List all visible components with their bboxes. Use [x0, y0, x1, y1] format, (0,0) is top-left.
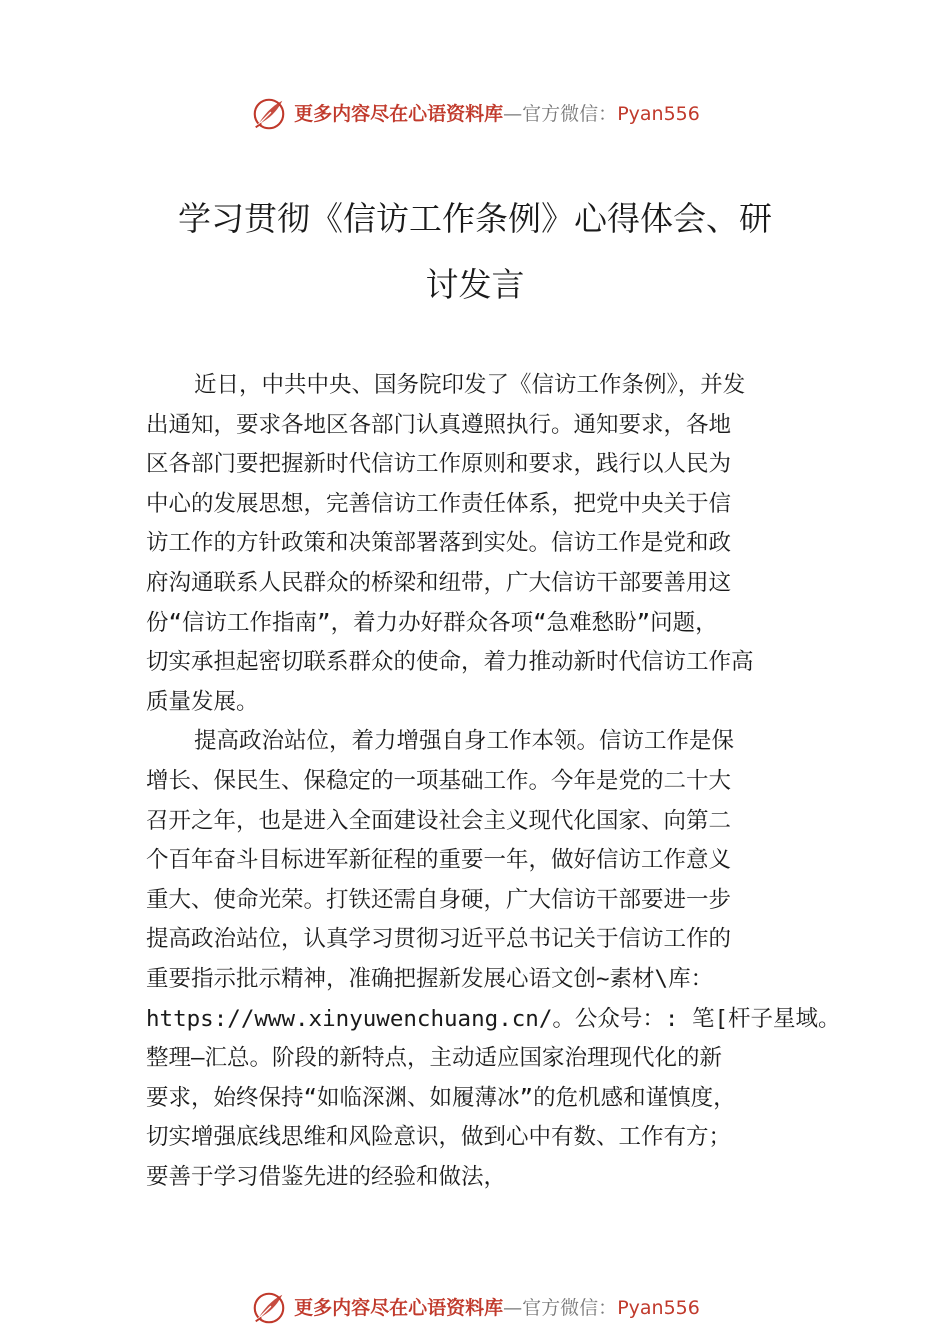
banner-wechat-label: 官方微信： — [522, 102, 618, 125]
body-line: 近日，中共中央、国务院印发了《信访工作条例》，并发 — [194, 372, 746, 398]
body-line: 召开之年，也是进入全面建设社会主义现代化国家、向第二 — [146, 807, 732, 834]
body-line: 增长、保民生、保稳定的一项基础工作。今年是党的二十大 — [146, 767, 732, 794]
banner-wechat-handle: Pyan556 — [617, 1296, 700, 1319]
body-line: 切实承担起密切联系群众的使命，着力推动新时代信访工作高 — [146, 649, 754, 676]
body-line: 提高政治站位，着力增强自身工作本领。信访工作是保 — [194, 728, 735, 755]
body-line: 中心的发展思想，完善信访工作责任体系，把党中央关于信 — [146, 490, 732, 517]
document-title — [130, 186, 820, 318]
body-line: 重大、使命光荣。打铁还需自身硬，广大信访干部要进一步 — [146, 886, 732, 913]
body-line: 份“信访工作指南”，着力办好群众各项“急难愁盼”问题， — [146, 609, 718, 636]
footer-banner — [0, 1286, 950, 1330]
body-line: 提高政治站位，认真学习贯彻习近平总书记关于信访工作的 — [146, 926, 732, 953]
body-line: 要善于学习借鉴先进的经验和做法， — [146, 1163, 507, 1190]
body-line: https://www.xinyuwenchuang.cn/。公众号：: 笔[杆子星域。 — [146, 1005, 841, 1032]
banner-text — [294, 1296, 700, 1319]
banner-text — [294, 102, 700, 125]
body-line: 区各部门要把握新时代信访工作原则和要求，践行以人民为 — [146, 451, 732, 478]
title-line-2: 讨发言 — [425, 265, 525, 304]
banner-wechat-label: 官方微信： — [522, 1296, 618, 1319]
banner-separator: — — [503, 102, 523, 125]
body-line: 质量发展。 — [146, 688, 259, 715]
banner-main-text: 更多内容尽在心语资料库 — [294, 1296, 504, 1319]
header-banner — [0, 92, 950, 136]
body-line: 整理—汇总。阶段的新特点，主动适应国家治理现代化的新 — [146, 1045, 723, 1072]
feather-pen-logo-icon — [250, 1289, 288, 1327]
banner-main-text: 更多内容尽在心语资料库 — [294, 102, 504, 125]
body-line: 个百年奋斗目标进军新征程的重要一年，做好信访工作意义 — [146, 847, 732, 874]
body-line: 切实增强底线思维和风险意识，做到心中有数、工作有方； — [146, 1124, 732, 1151]
banner-wechat-handle: Pyan556 — [617, 102, 700, 125]
feather-pen-logo-icon — [250, 95, 288, 133]
document-body — [146, 366, 866, 1197]
body-line: 要求，始终保持“如临深渊、如履薄冰”的危机感和谨慎度， — [146, 1084, 736, 1111]
body-line: 府沟通联系人民群众的桥梁和纽带，广大信访干部要善用这 — [146, 569, 732, 596]
body-line: 访工作的方针政策和决策部署落到实处。信访工作是党和政 — [146, 530, 732, 557]
body-line: 出通知，要求各地区各部门认真遵照执行。通知要求，各地 — [146, 411, 732, 438]
banner-separator: — — [503, 1296, 523, 1319]
body-line: 重要指示批示精神，准确把握新发展心语文创~素材\库： — [146, 965, 714, 992]
title-line-1: 学习贯彻《信访工作条例》心得体会、研 — [178, 199, 772, 238]
